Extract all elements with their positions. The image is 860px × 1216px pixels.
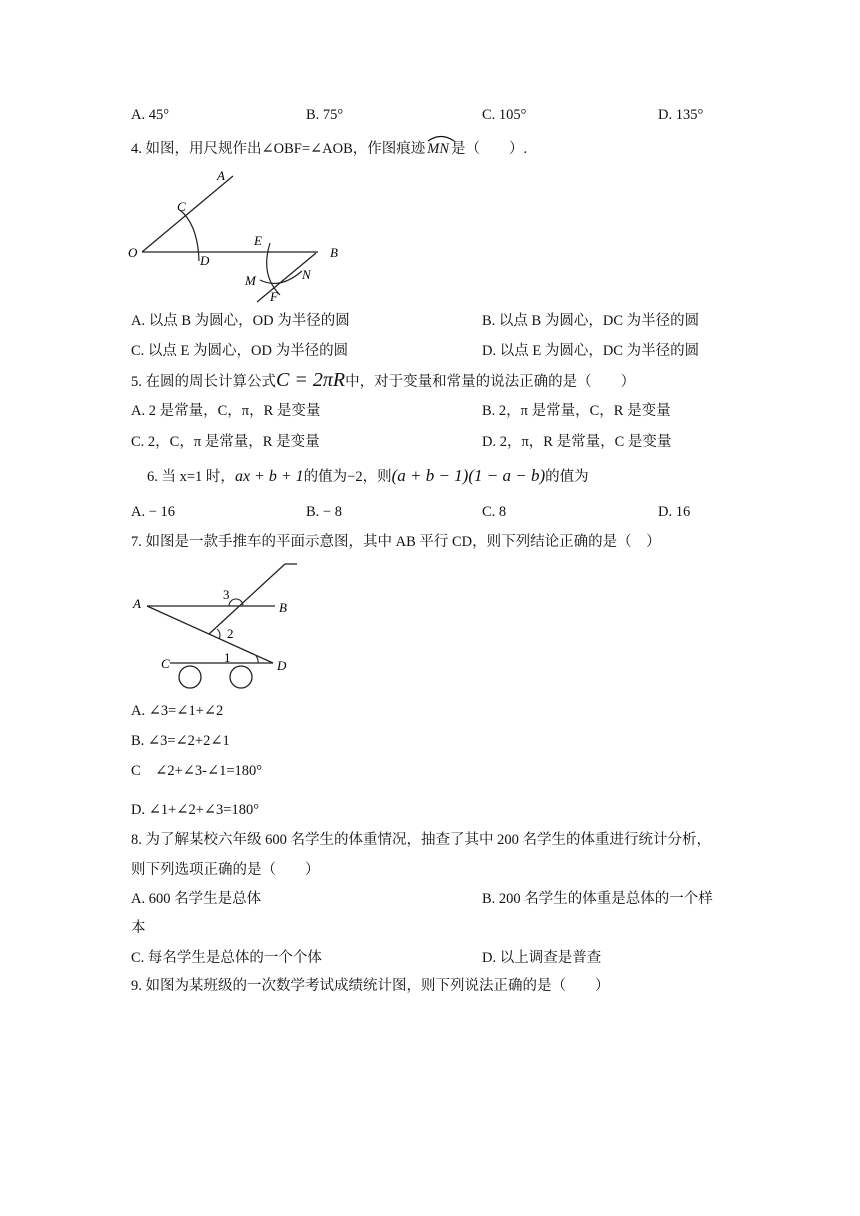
- q4-option-d: D. 以点 E 为圆心，DC 为半径的圆: [482, 343, 700, 359]
- q5-formula: C = 2πR: [276, 369, 346, 391]
- q4-stem-post: 是（ ）.: [451, 141, 528, 157]
- q7-option-b: B. ∠3=∠2+2∠1: [131, 733, 230, 749]
- q8-option-c: C. 每名学生是总体的一个个体: [131, 950, 322, 966]
- line-ad: [147, 606, 273, 663]
- ray-oa: [142, 176, 233, 252]
- label-n: N: [302, 267, 311, 282]
- q7-option-a: A. ∠3=∠1+∠2: [131, 703, 224, 719]
- q8-stem-line2: 则下列选项正确的是（ ）: [131, 862, 320, 878]
- q6-expr2: (a + b − 1)(1 − a − b): [391, 466, 546, 485]
- label-b: B: [330, 245, 338, 260]
- label-c: C: [177, 199, 186, 214]
- q3-option-b: B. 75°: [306, 107, 344, 123]
- q8-option-a: A. 600 名学生是总体: [131, 891, 262, 907]
- label-o: O: [128, 245, 138, 260]
- q5-stem-post: 中，对于变量和常量的说法正确的是（ ）: [345, 374, 636, 390]
- q6-expr1: ax + b + 1: [234, 468, 304, 485]
- label-d: D: [200, 253, 210, 268]
- q7-option-c: C ∠2+∠3-∠1=180°: [131, 763, 263, 779]
- q6-stem-mid: 的值为−2，则: [303, 469, 392, 485]
- label-f: F: [270, 289, 278, 304]
- label-3: 3: [223, 587, 230, 602]
- q8-option-d: D. 以上调查是普查: [482, 950, 602, 966]
- wheel-right: [230, 666, 252, 688]
- label-a: A: [133, 596, 141, 611]
- q8-option-b: B. 200 名学生的体重是总体的一个样: [482, 891, 713, 907]
- q7-cart-figure: [125, 562, 305, 694]
- arc-ef: [267, 243, 280, 295]
- q3-option-c: C. 105°: [482, 107, 527, 123]
- label-e: E: [254, 233, 262, 248]
- q6-stem: [147, 466, 589, 487]
- label-d: D: [277, 658, 287, 673]
- q7-option-d: D. ∠1+∠2+∠3=180°: [131, 802, 260, 818]
- q4-option-c: C. 以点 E 为圆心，OD 为半径的圆: [131, 343, 349, 359]
- q4-stem-pre: 4. 如图，用尺规作出∠OBF=∠AOB，作图痕迹: [131, 141, 426, 157]
- q7-stem: 7. 如图是一款手推车的平面示意图，其中 AB 平行 CD，则下列结论正确的是（ ）: [131, 534, 661, 550]
- arc-symbol-icon: [426, 134, 456, 142]
- label-m: M: [245, 273, 256, 288]
- q5-stem-pre: 5. 在圆的周长计算公式: [131, 374, 276, 390]
- q4-option-b: B. 以点 B 为圆心，DC 为半径的圆: [482, 313, 700, 329]
- q9-stem: 9. 如图为某班级的一次数学考试成绩统计图，则下列说法正确的是（ ）: [131, 978, 610, 994]
- wheel-left: [179, 666, 201, 688]
- q6-option-a: A. − 16: [131, 504, 176, 520]
- q5-option-a: A. 2 是常量，C，π，R 是变量: [131, 403, 321, 419]
- q6-stem-pre: 6. 当 x=1 时，: [147, 469, 235, 485]
- handle-bar: [209, 564, 285, 634]
- angle-1-arc: [256, 656, 258, 663]
- q4-stem: [131, 139, 527, 159]
- q4-arc-mn: [425, 139, 451, 159]
- q3-option-d: D. 135°: [658, 107, 704, 123]
- label-b: B: [279, 600, 287, 615]
- q4-option-a: A. 以点 B 为圆心，OD 为半径的圆: [131, 313, 350, 329]
- label-c: C: [161, 656, 170, 671]
- q4-arc-label: MN: [427, 141, 450, 157]
- q6-option-c: C. 8: [482, 504, 507, 520]
- q8-stem-line1: 8. 为了解某校六年级 600 名学生的体重情况，抽查了其中 200 名学生的体重进行统计分析，: [131, 832, 711, 848]
- q6-option-b: B. − 8: [306, 504, 342, 520]
- q5-stem: [131, 370, 635, 392]
- label-1: 1: [224, 650, 231, 665]
- q3-option-a: A. 45°: [131, 107, 170, 123]
- q4-figure: [120, 165, 350, 305]
- label-2: 2: [227, 626, 234, 641]
- q8-option-b-wrap: 本: [131, 920, 146, 936]
- q5-option-c: C. 2，C，π 是常量，R 是变量: [131, 434, 320, 450]
- q6-option-d: D. 16: [658, 504, 691, 520]
- label-a: A: [217, 168, 225, 183]
- q5-option-d: D. 2，π，R 是常量，C 是变量: [482, 434, 672, 450]
- q5-option-b: B. 2，π 是常量，C，R 是变量: [482, 403, 671, 419]
- q6-stem-post: 的值为: [545, 469, 589, 485]
